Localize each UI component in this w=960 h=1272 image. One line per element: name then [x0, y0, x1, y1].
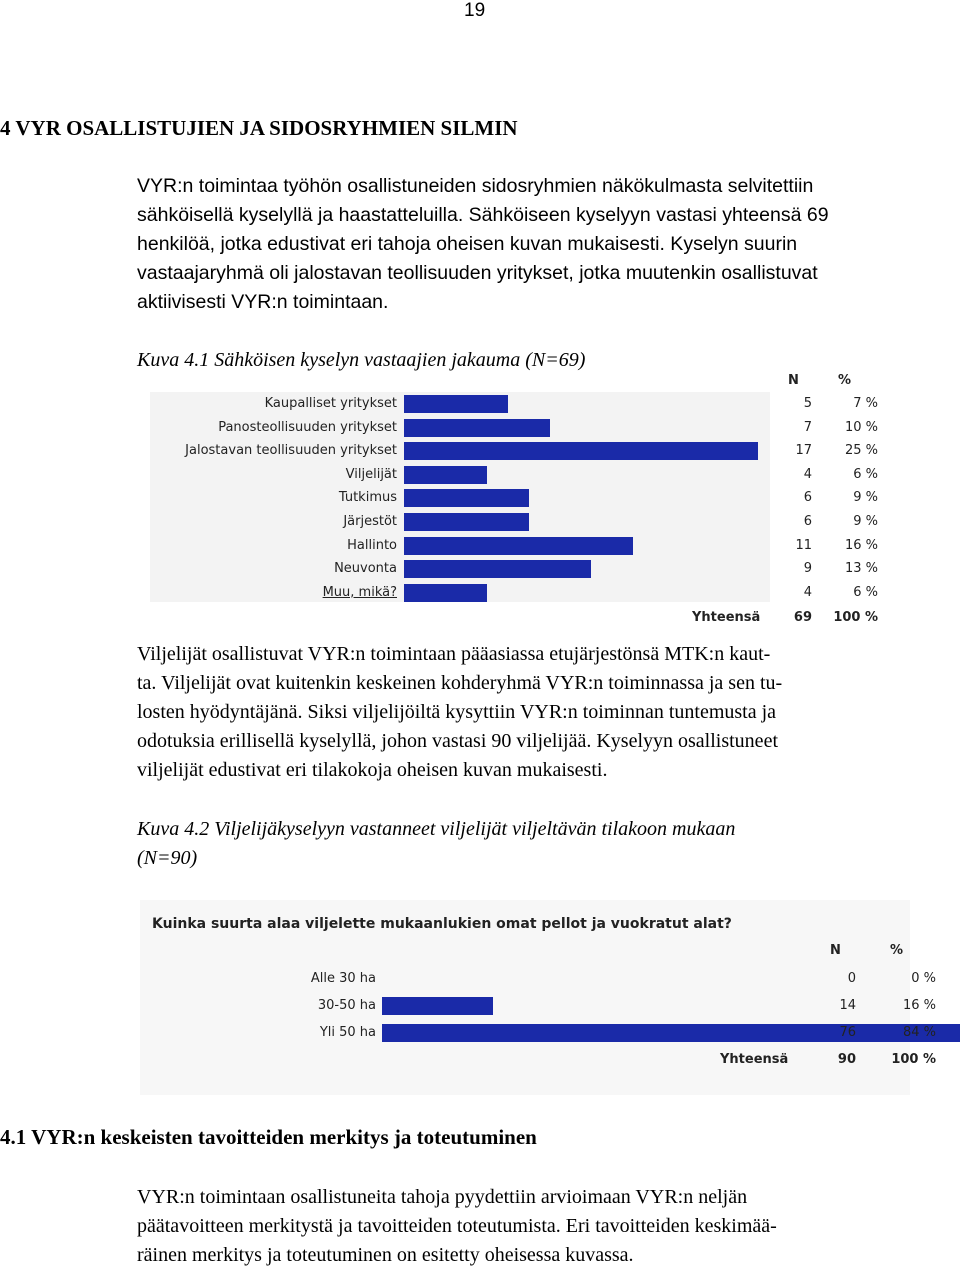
category-label: Alle 30 ha [310, 971, 376, 986]
middle-line: viljelijät edustivat eri tilakokoja oheisen kuvan mukaisesti. [137, 759, 608, 781]
bar [404, 560, 591, 578]
middle-line: losten hyödyntäjänä. Siksi viljelijöiltä kysyttiin VYR:n toiminnan tuntemusta ja [137, 701, 777, 723]
category-label: Panosteollisuuden yritykset [218, 419, 397, 435]
bar [382, 1024, 960, 1042]
percent-label: 16 % [844, 537, 878, 553]
category-label: Yli 50 ha [319, 1025, 376, 1040]
middle-line: ta. Viljelijät ovat kuitenkin keskeinen kohderyhmä VYR:n toiminnassa ja sen tu- [137, 672, 783, 694]
intro-line: henkilöä, jotka edustivat eri tahoja oheisen kuvan mukaisesti. Kyselyn suurin [137, 233, 798, 255]
bar [404, 395, 508, 413]
column-header-n: N [830, 943, 841, 958]
intro-line: aktiivisesti VYR:n toimintaan. [137, 291, 389, 313]
count-label: 6 [803, 514, 812, 529]
category-label: Viljelijät [345, 466, 397, 482]
count-label: 17 [795, 443, 812, 459]
chart-title: Kuinka suurta alaa viljelette mukaanlukien omat pellot ja vuokratut alat? [152, 916, 732, 932]
count-label: 76 [839, 1025, 856, 1040]
count-label: 9 [803, 561, 812, 577]
count-label: 0 [847, 971, 856, 986]
intro-line: vastaajaryhmä oli jalostavan teollisuuden yritykset, jotka muutenkin osallistuvat [137, 262, 818, 284]
total-n: 69 [793, 610, 812, 625]
count-label: 14 [839, 998, 856, 1013]
respondent-distribution-chart [140, 370, 910, 632]
category-label: Järjestöt [343, 514, 397, 529]
percent-label: 9 % [853, 514, 878, 529]
percent-label: 6 % [853, 466, 878, 482]
count-label: 7 [803, 419, 812, 435]
count-label: 6 [803, 490, 812, 506]
total-label: Yhteensä [692, 610, 761, 625]
percent-label: 25 % [844, 443, 878, 459]
count-label: 4 [803, 584, 812, 600]
outro-line: päätavoitteen merkitystä ja tavoitteiden toteutumista. Eri tavoitteiden keskimää- [137, 1215, 777, 1237]
column-header-percent: % [838, 373, 852, 388]
count-label: 5 [803, 396, 812, 411]
count-label: 11 [795, 537, 812, 553]
bar [404, 489, 529, 507]
section-heading: 4 VYR OSALLISTUJIEN JA SIDOSRYHMIEN SILMIN [0, 116, 518, 140]
total-percent: 100 % [833, 610, 878, 625]
bar [404, 537, 633, 555]
middle-paragraph [137, 640, 957, 785]
figure-caption-2 [137, 815, 735, 873]
bar [404, 584, 487, 602]
category-label: Hallinto [347, 537, 397, 553]
category-label: Jalostavan teollisuuden yritykset [185, 443, 397, 459]
bar [404, 466, 487, 484]
intro-paragraph [137, 172, 957, 317]
count-label: 4 [803, 466, 812, 482]
percent-label: 7 % [853, 396, 878, 411]
percent-label: 6 % [853, 584, 878, 600]
caption-line: (N=90) [137, 847, 198, 869]
category-label: Tutkimus [338, 490, 397, 506]
total-percent: 100 % [891, 1052, 936, 1067]
column-header-percent: % [890, 943, 904, 958]
column-header-n: N [788, 373, 799, 388]
outro-line: räinen merkitys ja toteutuminen on esitetty oheisessa kuvassa. [137, 1244, 634, 1266]
total-n: 90 [837, 1052, 856, 1067]
page-number: 19 [464, 0, 486, 21]
percent-label: 9 % [853, 490, 878, 506]
percent-label: 16 % [902, 998, 936, 1013]
outro-paragraph [137, 1183, 957, 1270]
percent-label: 84 % [902, 1025, 936, 1040]
intro-line: sähköisellä kyselyllä ja haastatteluilla. Sähköiseen kyselyyn vastasi yhteensä 69 [137, 204, 829, 226]
intro-line: VYR:n toimintaa työhön osallistuneiden sidosryhmien näkökulmasta selvitettiin [137, 175, 814, 197]
category-label: 30-50 ha [317, 998, 376, 1013]
percent-label: 0 % [911, 971, 936, 986]
total-label: Yhteensä [720, 1052, 789, 1067]
category-label: Neuvonta [334, 561, 397, 577]
middle-line: Viljelijät osallistuvat VYR:n toimintaan pääasiassa etujärjestönsä MTK:n kaut- [137, 643, 771, 665]
farm-size-chart [140, 900, 936, 1095]
bar [404, 442, 758, 460]
bar [404, 419, 550, 437]
outro-line: VYR:n toimintaan osallistuneita tahoja pyydettiin arvioimaan VYR:n neljän [137, 1186, 748, 1208]
bar [404, 513, 529, 531]
caption-line: Kuva 4.2 Viljelijäkyselyyn vastanneet viljelijät viljeltävän tilakoon mukaan [137, 818, 736, 840]
percent-label: 13 % [844, 561, 878, 577]
middle-line: odotuksia erillisellä kyselyllä, johon vastasi 90 viljelijää. Kyselyyn osallistuneet [137, 730, 778, 752]
category-label[interactable]: Muu, mikä? [322, 584, 397, 600]
figure-caption-1: Kuva 4.1 Sähköisen kyselyn vastaajien jakauma (N=69) [137, 349, 586, 371]
bar [382, 997, 493, 1015]
subsection-heading: 4.1 VYR:n keskeisten tavoitteiden merkitys ja toteutuminen [0, 1125, 537, 1149]
category-label: Kaupalliset yritykset [264, 396, 397, 411]
percent-label: 10 % [844, 419, 878, 435]
